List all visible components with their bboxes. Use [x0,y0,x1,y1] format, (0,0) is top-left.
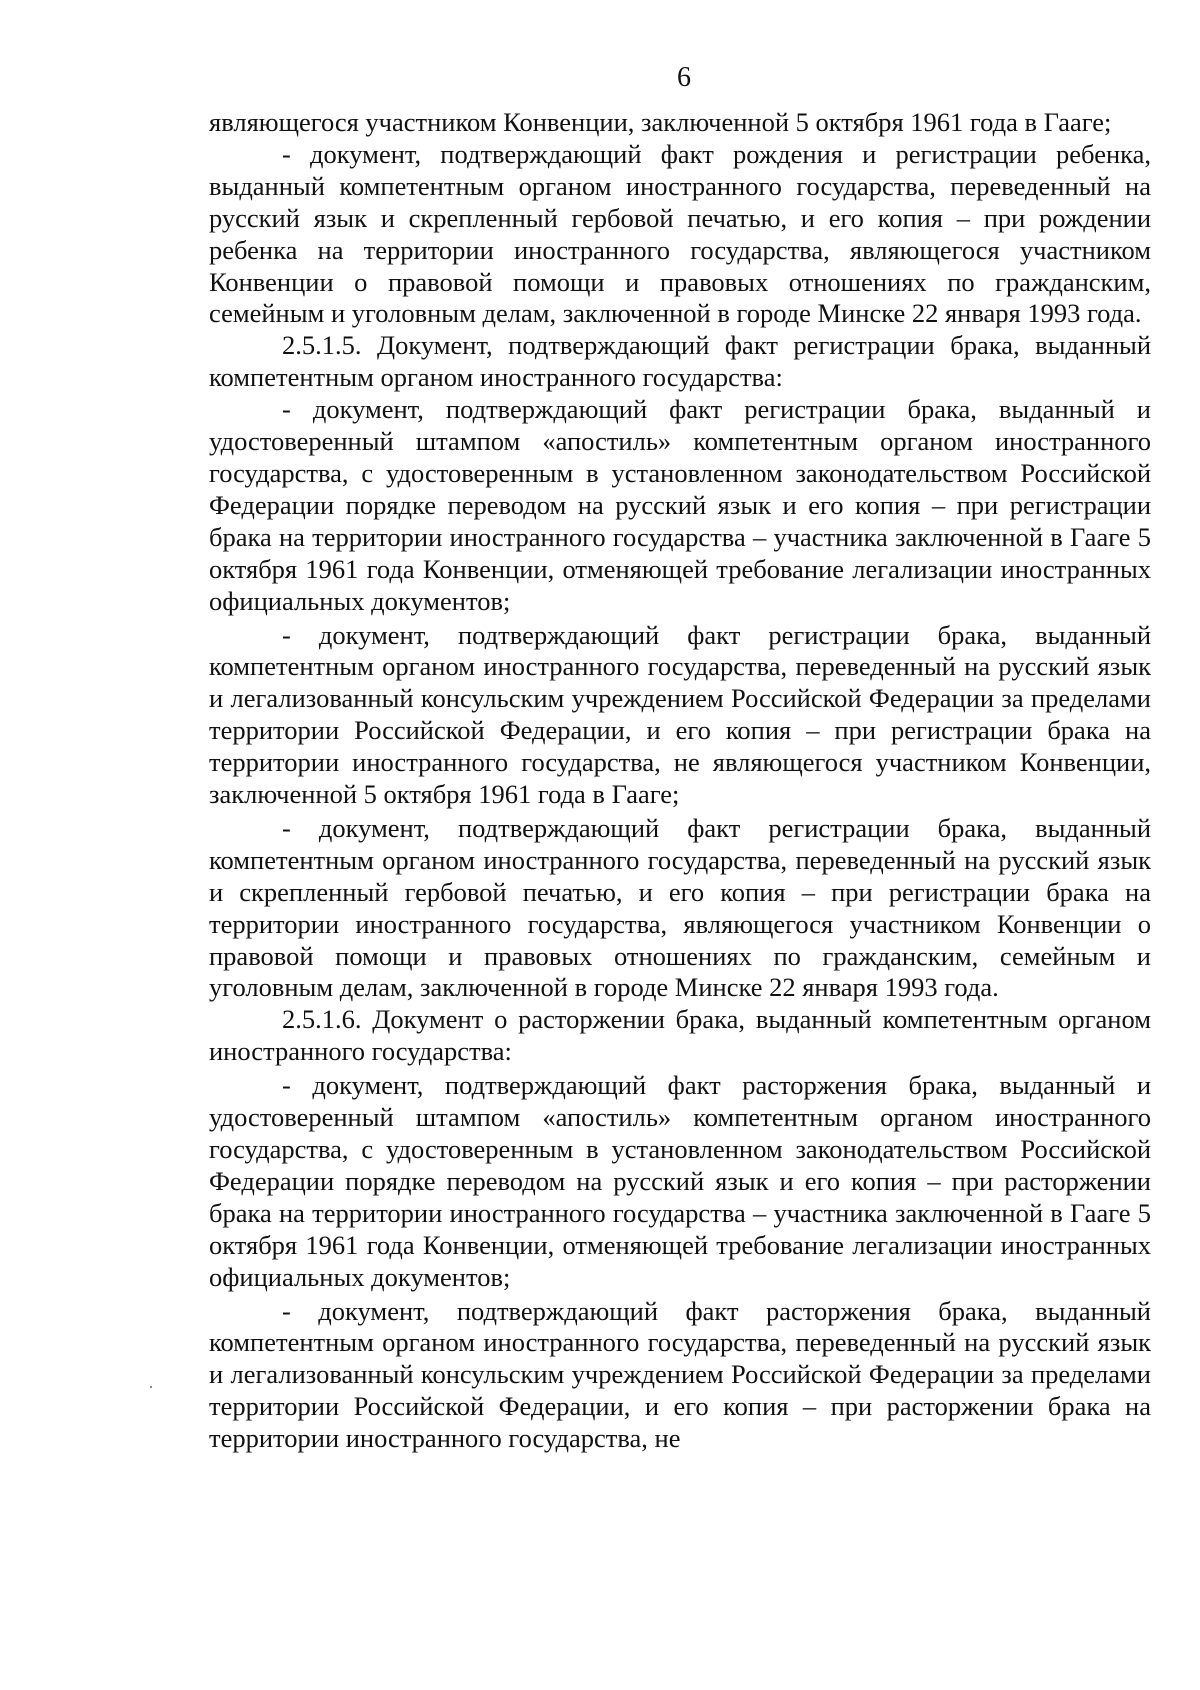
paragraph-continuation: являющегося участником Конвенции, заключенной 5 октября 1961 года в Гааге; [209,107,1112,137]
paragraph-marriage-apostille: - документ, подтверждающий факт регистрации брака, выданный и удостоверенный штампом «апостиль» компетентным органом иностранного государства, с удостоверенным в установленном законодательством Российской Федерации порядке переводом на русский язык и его копия – при регистрации брака на территории иностранного государства – участника заключенной в Гааге 5 октября 1961 года Конвенции, отменяющей требование легализации иностранных официальных документов; [209,394,1151,616]
paragraph-marriage-legalized: - документ, подтверждающий факт регистрации брака, выданный компетентным органом иностранного государства, переведенный на русский язык и легализованный консульским учреждением Российской Федерации за пределами территории Российской Федерации, и его копия – при регистрации брака на территории иностранного государства, не являющегося участником Конвенции, заключенной 5 октября 1961 года в Гааге; [209,619,1151,810]
page-number: 6 [677,62,691,93]
paragraph-birth-minsk: - документ, подтверждающий факт рождения и регистрации ребенка, выданный компетентным органом иностранного государства, переведенный на русский язык и скрепленный гербовой печатью, и его копия – при рождении ребенка на территории иностранного государства, являющегося участником Конвенции о правовой помощи и правовых отношениях по гражданским, семейным и уголовным делам, заключенной в городе Минске 22 января 1993 года. [209,138,1151,329]
paragraph-divorce-legalized: - документ, подтверждающий факт расторжения брака, выданный компетентным органом иностранного государства, переведенный на русский язык и легализованный консульским учреждением Российской Федерации за пределами территории Российской Федерации, и его копия – при расторжении брака на территории иностранного государства, не [209,1295,1151,1454]
paragraph-marriage-minsk: - документ, подтверждающий факт регистрации брака, выданный компетентным органом иностранного государства, переведенный на русский язык и скрепленный гербовой печатью, и его копия – при регистрации брака на территории иностранного государства, являющегося участником Конвенции о правовой помощи и правовых отношениях по гражданским, семейным и уголовным делам, заключенной в городе Минске 22 января 1993 года. [209,812,1151,1003]
paragraph-section-2-5-1-5: 2.5.1.5. Документ, подтверждающий факт регистрации брака, выданный компетентным органом иностранного государства: [209,330,1151,393]
document-body [209,107,1151,1455]
scan-artifact-dot [150,1386,152,1388]
paragraph-divorce-apostille: - документ, подтверждающий факт расторжения брака, выданный и удостоверенный штампом «апостиль» компетентным органом иностранного государства, с удостоверенным в установленном законодательством Российской Федерации порядке переводом на русский язык и его копия – при расторжении брака на территории иностранного государства – участника заключенной в Гааге 5 октября 1961 года Конвенции, отменяющей требование легализации иностранных официальных документов; [209,1070,1151,1292]
paragraph-section-2-5-1-6: 2.5.1.6. Документ о расторжении брака, выданный компетентным органом иностранного государства: [209,1004,1151,1067]
